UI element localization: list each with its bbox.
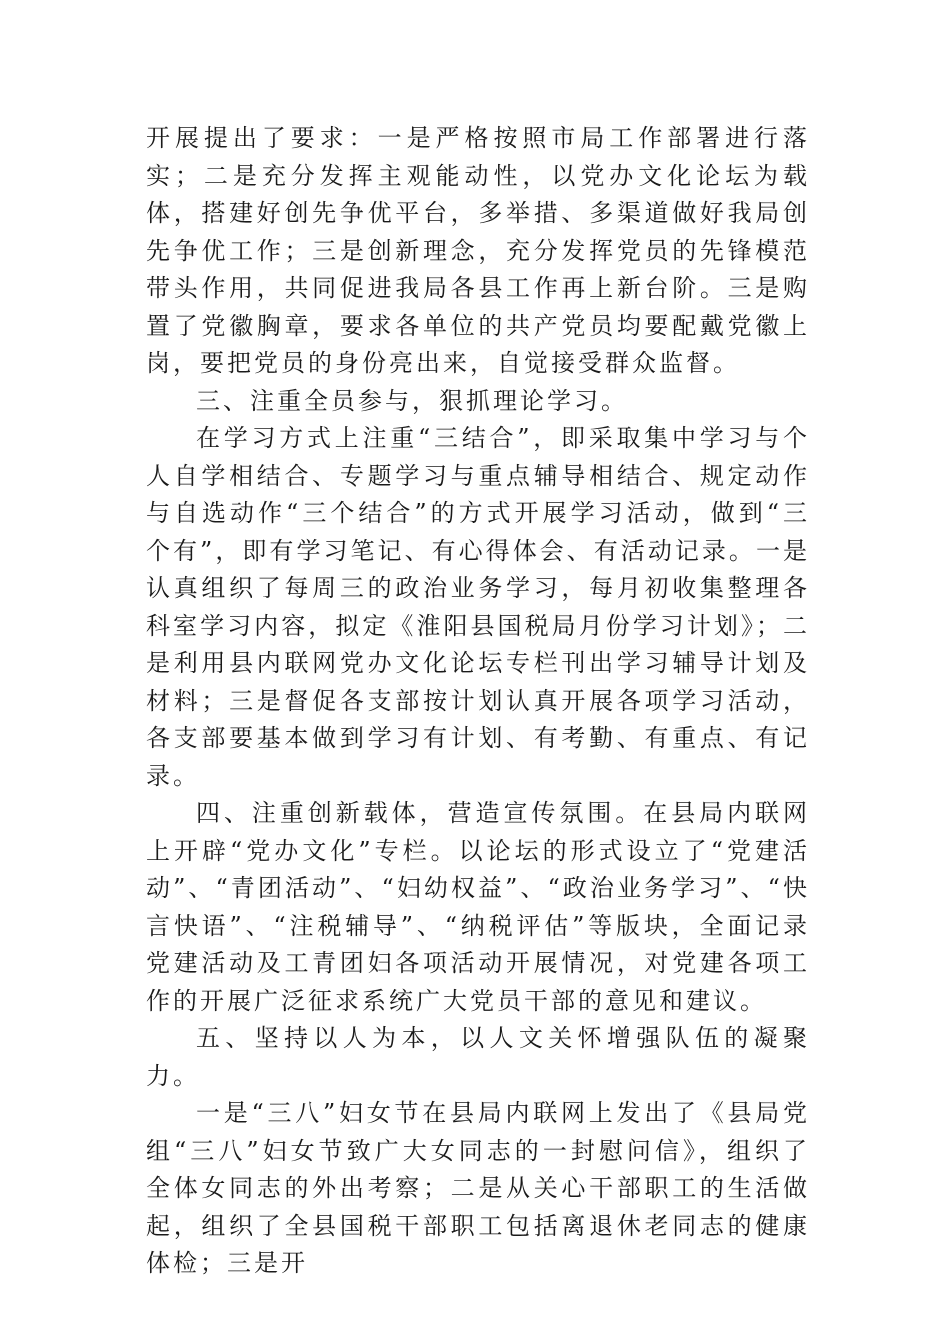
paragraph-requirements: 开展提出了要求：一是严格按照市局工作部署进行落实；二是充分发挥主观能动性，以党办文化论坛为载体，搭建好创先争优平台，多举措、多渠道做好我局创先争优工作；三是创新理念，充分发挥党员的先锋模范带头作用，共同促进我局各县工作再上新台阶。三是购置了党徽胸章，要求各单位的共产党员均要配戴党徽上岗，要把党员的身份亮出来，自觉接受群众监督。 <box>146 124 810 377</box>
heading-section-5: 五、坚持以人为本，以人文关怀增强队伍的凝聚力。 <box>146 1024 810 1090</box>
paragraph-care-activities: 一是“三八”妇女节在县局内联网上发出了《县局党组“三八”妇女节致广大女同志的一封慰问信》，组织了全体女同志的外出考察；二是从关心干部职工的生活做起，组织了全县国税干部职工包括离退休老同志的健康体检；三是开 <box>146 1099 810 1277</box>
heading-section-3: 三、注重全员参与，狠抓理论学习。 <box>196 386 628 415</box>
document-body <box>146 120 810 1283</box>
paragraph-section-4: 四、注重创新载体，营造宣传氛围。在县局内联网上开辟“党办文化”专栏。以论坛的形式设立了“党建活动”、“青团活动”、“妇幼权益”、“政治业务学习”、“快言快语”、“注税辅导”、“纳税评估”等版块，全面记录党建活动及工青团妇各项活动开展情况，对党建各项工作的开展广泛征求系统广大党员干部的意见和建议。 <box>146 799 810 1015</box>
paragraph-study-methods: 在学习方式上注重“三结合”，即采取集中学习与个人自学相结合、专题学习与重点辅导相结合、规定动作与自选动作“三个结合”的方式开展学习活动，做到“三个有”，即有学习笔记、有心得体会、有活动记录。一是认真组织了每周三的政治业务学习，每月初收集整理各科室学习内容，拟定《淮阳县国税局月份学习计划》；二是利用县内联网党办文化论坛专栏刊出学习辅导计划及材料；三是督促各支部按计划认真开展各项学习活动，各支部要基本做到学习有计划、有考勤、有重点、有记录。 <box>146 424 810 790</box>
